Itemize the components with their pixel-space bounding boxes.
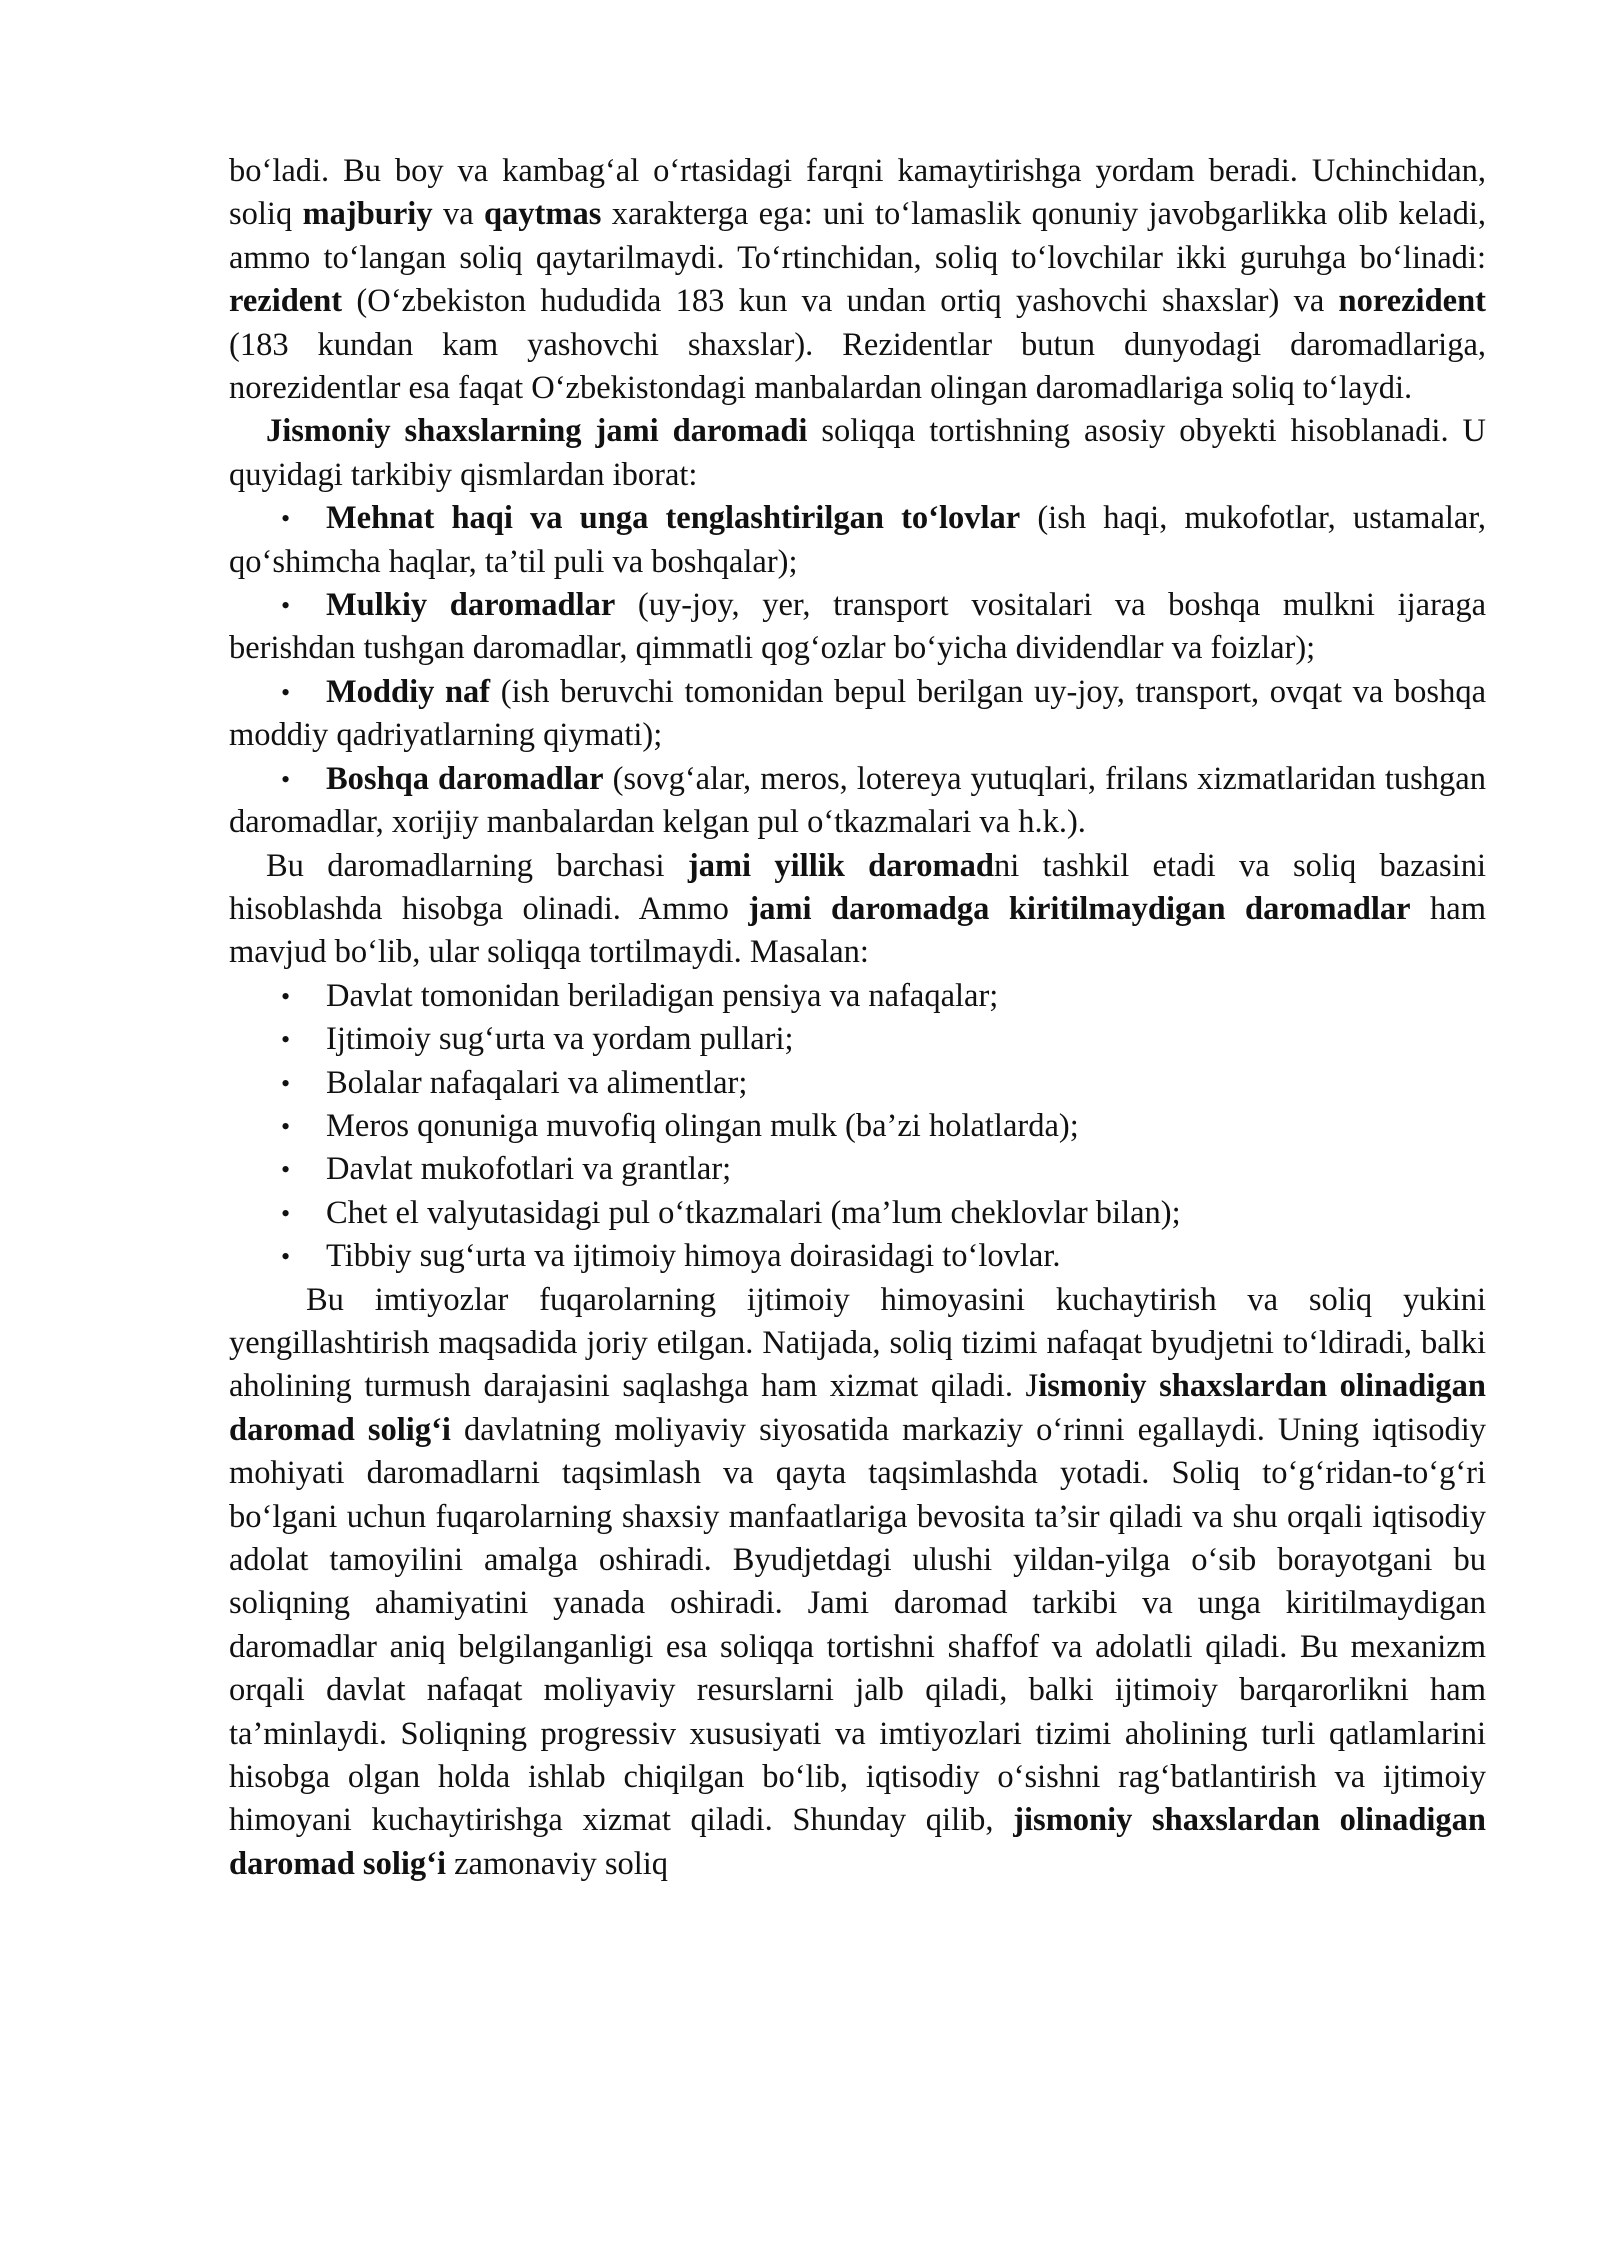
list-item-text: Ijtimoiy sug‘urta va yordam pullari; <box>326 1021 794 1058</box>
list-item-text: Davlat tomonidan beriladigan pensiya va nafaqalar; <box>326 977 999 1014</box>
text-run: xarakterga ega: uni to‘lamaslik qonuniy javobgarlikka olib keladi, ammo to‘langan soliq qaytarilmaydi. To‘rtinchidan, soliq to‘lovchilar ikki guruhga bo‘linadi: <box>229 196 1486 276</box>
text-run: va <box>432 196 484 233</box>
bullet-icon: • <box>281 504 291 534</box>
list-item <box>229 1148 1486 1191</box>
bullet-icon: • <box>281 1198 291 1228</box>
text-run: Bu daromadlarning barchasi <box>266 847 688 884</box>
list-item-title: Moddiy naf <box>326 673 491 710</box>
list-item-text: (uy-joy, yer, transport vositalari va boshqa mulkni ijaraga berishdan tushgan daromadlar, qimmatli qog‘ozlar bo‘yicha dividendlar va foizlar); <box>229 587 1486 667</box>
list-item-text: Meros qonuniga muvofiq olingan mulk (ba’zi holatlarda); <box>326 1107 1079 1144</box>
text-run: (183 kundan kam yashovchi shaxslar). Rezidentlar butun dunyodagi daromadlariga, norezidentlar esa faqat O‘zbekistondagi manbalardan olingan daromadlariga soliq to‘laydi. <box>229 326 1486 407</box>
document-page <box>229 150 1486 1886</box>
text-run: (O‘zbekiston hududida 183 kun va undan ortiq yashovchi shaxslar) va <box>342 283 1339 320</box>
text-run: soliqqa tortishning asosiy obyekti hisoblanadi. U quyidagi tarkibiy qismlardan iborat: <box>229 413 1486 493</box>
text-run: ham mavjud bo‘lib, ular soliqqa tortilmaydi. Masalan: <box>229 890 1486 971</box>
bold-term-rezident: rezident <box>229 283 343 320</box>
bold-term-qaytmas: qaytmas <box>483 196 602 233</box>
income-components-list <box>229 497 1486 844</box>
bullet-icon: • <box>281 677 291 707</box>
paragraph-resident-status <box>229 150 1486 410</box>
bold-term-excluded-income: jami daromadga kiritilmaydigan daromadlar <box>748 890 1411 927</box>
text-run: davlatning moliyaviy siyosatida markaziy o‘rinni egallaydi. Uning iqtisodiy mohiyati daromadlarni taqsimlash va qayta taqsimlashda yotadi. Soliq to‘g‘ridan-to‘g‘ri bo‘lgani uchun fuqarolarning shaxsiy manfaatlariga bevosita ta’sir qiladi va shu orqali iqtisodiy adolat tamoyilini amalga oshiradi. Byudjetdagi ulushi yildan-yilga o‘sib borayotgani bu soliqning ahamiyatini yanada oshiradi. Jami daromad tarkibi va unga kiritilmaydigan daromadlar aniq belgilanganligi esa soliqqa tortishni shaffof va adolatli qiladi. Bu mexanizm orqali davlat nafaqat moliyaviy resurslarni jalb qiladi, balki ijtimoiy barqarorlikni ham ta’minlaydi. Soliqning progressiv xususiyati va imtiyozlari tizimi aholining turli qatlamlarini hisobga olgan holda ishlab chiqilgan bo‘lib, iqtisodiy o‘sishni rag‘batlantirish va ijtimoiy himoyani kuchaytirishga xizmat qiladi. Shunday qilib, <box>229 1411 1486 1839</box>
paragraph-conclusion <box>229 1279 1486 1887</box>
list-item <box>229 497 1486 584</box>
bullet-icon: • <box>281 764 291 794</box>
list-item-text: Chet el valyutasidagi pul o‘tkazmalari (ma’lum cheklovlar bilan); <box>326 1194 1181 1231</box>
bullet-icon: • <box>281 981 291 1011</box>
list-item <box>229 1192 1486 1235</box>
bold-term-total-income: Jismoniy shaxslarning jami daromadi <box>266 413 808 450</box>
list-item-text: (ish beruvchi tomonidan bepul berilgan uy-joy, transport, ovqat va boshqa moddiy qadriyatlarning qiymati); <box>229 673 1487 754</box>
bullet-icon: • <box>281 1068 291 1098</box>
list-item-title: Mehnat haqi va unga tenglashtirilgan to‘lovlar <box>326 500 1021 537</box>
bullet-icon: • <box>281 1025 291 1055</box>
text-run: Bu imtiyozlar fuqarolarning ijtimoiy himoyasini kuchaytirish va soliq yukini yengillashtirish maqsadida joriy etilgan. Natijada, soliq tizimi nafaqat byudjetni to‘ldiradi, balki aholining turmush darajasini saqlashga ham xizmat qiladi. J <box>229 1281 1486 1405</box>
bold-term-income-tax: ismoniy shaxslardan olinadigan daromad solig‘i <box>229 1368 1486 1448</box>
bold-term-annual-income: jami yillik daromad <box>687 847 994 884</box>
list-item-text: (ish haqi, mukofotlar, ustamalar, qo‘shimcha haqlar, ta’til puli va boshqalar); <box>229 500 1486 580</box>
paragraph-total-income <box>229 410 1486 497</box>
bullet-icon: • <box>281 1242 291 1272</box>
list-item <box>229 975 1486 1018</box>
list-item-text: (sovg‘alar, meros, lotereya yutuqlari, frilans xizmatlaridan tushgan daromadlar, xorijiy manbalardan kelgan pul o‘tkazmalari va h.k.). <box>229 760 1486 841</box>
list-item <box>229 584 1486 671</box>
text-run: bo‘ladi. Bu boy va kambag‘al o‘rtasidagi farqni kamaytirishga yordam beradi. Uchinchidan, soliq <box>229 153 1486 233</box>
excluded-income-list <box>229 975 1486 1279</box>
bold-term-income-tax: jismoniy shaxslardan olinadigan daromad solig‘i <box>229 1802 1487 1882</box>
text-run: ni tashkil etadi va soliq bazasini hisoblashda hisobga olinadi. Ammo <box>229 847 1486 927</box>
bullet-icon: • <box>281 1155 291 1185</box>
bullet-icon: • <box>281 1111 291 1141</box>
paragraph-annual-income <box>229 845 1486 975</box>
list-item <box>229 758 1486 845</box>
bold-term-majburiy: majburiy <box>302 196 433 233</box>
bullet-icon: • <box>281 591 291 621</box>
list-item <box>229 1062 1486 1105</box>
list-item-title: Boshqa daromadlar <box>326 760 604 797</box>
list-item <box>229 1018 1486 1061</box>
list-item <box>229 1235 1486 1278</box>
list-item <box>229 1105 1486 1148</box>
list-item-text: Tibbiy sug‘urta va ijtimoiy himoya doirasidagi to‘lovlar. <box>326 1238 1061 1275</box>
bold-term-norezident: norezident <box>1338 283 1486 320</box>
list-item-text: Davlat mukofotlari va grantlar; <box>326 1151 732 1188</box>
text-run: zamonaviy soliq <box>446 1845 669 1882</box>
list-item <box>229 671 1486 758</box>
list-item-text: Bolalar nafaqalari va alimentlar; <box>326 1064 748 1101</box>
list-item-title: Mulkiy daromadlar <box>326 587 616 624</box>
